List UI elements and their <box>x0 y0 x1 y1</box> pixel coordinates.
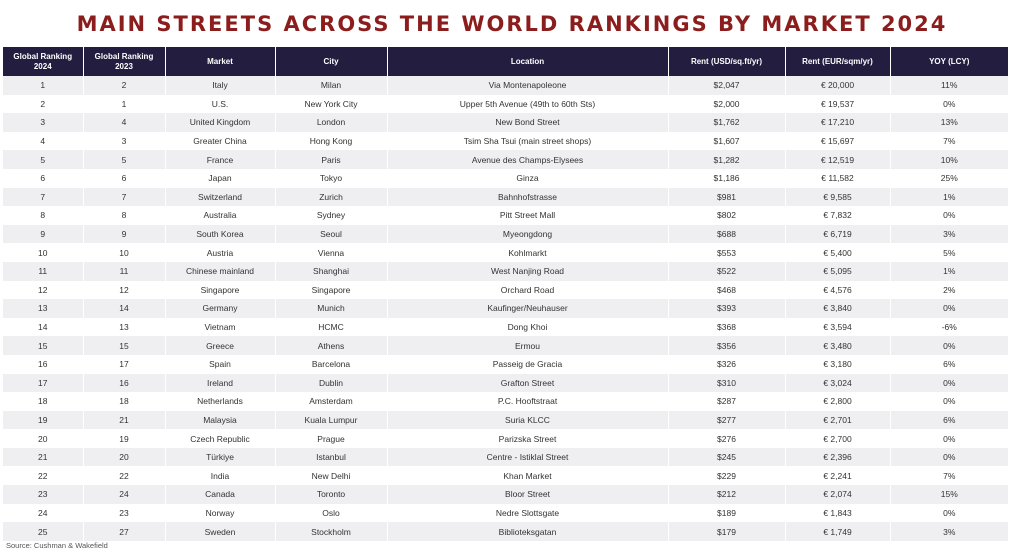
cell-location: Bahnhofstrasse <box>387 188 668 207</box>
cell-city: Kuala Lumpur <box>275 411 387 430</box>
cell-yoy: 15% <box>890 485 1008 504</box>
cell-rent-usd: $356 <box>668 336 785 355</box>
header-city: City <box>275 47 387 76</box>
cell-rent-eur: € 4,576 <box>785 281 890 300</box>
cell-rent-usd: $2,047 <box>668 76 785 95</box>
cell-location: Myeongdong <box>387 225 668 244</box>
cell-location: Dong Khoi <box>387 318 668 337</box>
cell-rank-2023: 3 <box>83 132 165 151</box>
cell-rank-2024: 16 <box>3 355 83 374</box>
table-row <box>3 113 1008 132</box>
cell-yoy: 1% <box>890 188 1008 207</box>
cell-rank-2023: 19 <box>83 429 165 448</box>
cell-rent-usd: $326 <box>668 355 785 374</box>
cell-location: West Nanjing Road <box>387 262 668 281</box>
table-row <box>3 318 1008 337</box>
cell-market: Czech Republic <box>165 429 275 448</box>
cell-city: Amsterdam <box>275 392 387 411</box>
cell-rent-usd: $212 <box>668 485 785 504</box>
table-row <box>3 132 1008 151</box>
cell-rank-2023: 8 <box>83 206 165 225</box>
table-row <box>3 169 1008 188</box>
header-rent-eur: Rent (EUR/sqm/yr) <box>785 47 890 76</box>
cell-city: Oslo <box>275 504 387 523</box>
cell-city: Prague <box>275 429 387 448</box>
cell-rank-2024: 9 <box>3 225 83 244</box>
cell-rent-eur: € 12,519 <box>785 150 890 169</box>
cell-location: New Bond Street <box>387 113 668 132</box>
cell-rank-2023: 23 <box>83 504 165 523</box>
cell-rank-2023: 6 <box>83 169 165 188</box>
cell-city: New York City <box>275 95 387 114</box>
cell-rank-2024: 10 <box>3 243 83 262</box>
cell-rent-usd: $1,186 <box>668 169 785 188</box>
cell-rent-eur: € 1,843 <box>785 504 890 523</box>
cell-rent-eur: € 9,585 <box>785 188 890 207</box>
cell-rent-eur: € 3,480 <box>785 336 890 355</box>
cell-rank-2024: 8 <box>3 206 83 225</box>
cell-market: Germany <box>165 299 275 318</box>
cell-yoy: 2% <box>890 281 1008 300</box>
cell-market: Netherlands <box>165 392 275 411</box>
cell-rank-2024: 3 <box>3 113 83 132</box>
cell-location: Parizska Street <box>387 429 668 448</box>
header-rank-2023: Global Ranking 2023 <box>83 47 165 76</box>
cell-location: Orchard Road <box>387 281 668 300</box>
cell-city: Milan <box>275 76 387 95</box>
table-row <box>3 392 1008 411</box>
cell-rank-2023: 10 <box>83 243 165 262</box>
cell-rent-usd: $229 <box>668 466 785 485</box>
cell-rent-eur: € 17,210 <box>785 113 890 132</box>
header-yoy: YOY (LCY) <box>890 47 1008 76</box>
cell-rank-2023: 13 <box>83 318 165 337</box>
cell-location: Kohlmarkt <box>387 243 668 262</box>
cell-rent-eur: € 2,701 <box>785 411 890 430</box>
cell-yoy: 25% <box>890 169 1008 188</box>
table-row <box>3 76 1008 95</box>
table-row <box>3 225 1008 244</box>
cell-rent-eur: € 3,840 <box>785 299 890 318</box>
cell-rank-2023: 1 <box>83 95 165 114</box>
cell-rent-eur: € 2,241 <box>785 466 890 485</box>
table-row <box>3 355 1008 374</box>
cell-rent-usd: $287 <box>668 392 785 411</box>
cell-city: Shanghai <box>275 262 387 281</box>
cell-market: Sweden <box>165 522 275 541</box>
cell-yoy: 0% <box>890 392 1008 411</box>
cell-rank-2024: 13 <box>3 299 83 318</box>
cell-rank-2023: 9 <box>83 225 165 244</box>
cell-rank-2024: 4 <box>3 132 83 151</box>
cell-rent-eur: € 1,749 <box>785 522 890 541</box>
cell-yoy: 0% <box>890 299 1008 318</box>
cell-rent-eur: € 15,697 <box>785 132 890 151</box>
cell-rent-eur: € 2,074 <box>785 485 890 504</box>
cell-location: Ermou <box>387 336 668 355</box>
table-body <box>3 76 1008 541</box>
cell-market: Italy <box>165 76 275 95</box>
cell-rank-2024: 24 <box>3 504 83 523</box>
header-market: Market <box>165 47 275 76</box>
cell-rent-eur: € 20,000 <box>785 76 890 95</box>
cell-market: Austria <box>165 243 275 262</box>
cell-market: Vietnam <box>165 318 275 337</box>
cell-rent-usd: $189 <box>668 504 785 523</box>
cell-rank-2023: 17 <box>83 355 165 374</box>
cell-market: United Kingdom <box>165 113 275 132</box>
cell-market: U.S. <box>165 95 275 114</box>
table-row <box>3 504 1008 523</box>
cell-rent-usd: $277 <box>668 411 785 430</box>
table-row <box>3 466 1008 485</box>
cell-rent-eur: € 2,396 <box>785 448 890 467</box>
cell-rank-2024: 12 <box>3 281 83 300</box>
cell-rent-usd: $1,607 <box>668 132 785 151</box>
cell-rent-eur: € 19,537 <box>785 95 890 114</box>
cell-city: Singapore <box>275 281 387 300</box>
cell-market: Canada <box>165 485 275 504</box>
cell-market: Malaysia <box>165 411 275 430</box>
cell-rank-2024: 6 <box>3 169 83 188</box>
table-row <box>3 206 1008 225</box>
table-row <box>3 281 1008 300</box>
cell-location: P.C. Hooftstraat <box>387 392 668 411</box>
table-row <box>3 243 1008 262</box>
cell-rank-2024: 19 <box>3 411 83 430</box>
cell-city: Seoul <box>275 225 387 244</box>
cell-market: Ireland <box>165 374 275 393</box>
cell-city: Vienna <box>275 243 387 262</box>
cell-rent-usd: $310 <box>668 374 785 393</box>
cell-city: Toronto <box>275 485 387 504</box>
cell-rank-2023: 15 <box>83 336 165 355</box>
cell-rank-2024: 14 <box>3 318 83 337</box>
cell-rank-2023: 20 <box>83 448 165 467</box>
cell-location: Pitt Street Mall <box>387 206 668 225</box>
cell-rank-2024: 20 <box>3 429 83 448</box>
cell-rent-eur: € 3,180 <box>785 355 890 374</box>
cell-market: South Korea <box>165 225 275 244</box>
cell-rank-2023: 16 <box>83 374 165 393</box>
cell-yoy: 0% <box>890 448 1008 467</box>
cell-rent-usd: $276 <box>668 429 785 448</box>
cell-yoy: 7% <box>890 132 1008 151</box>
cell-city: Hong Kong <box>275 132 387 151</box>
cell-yoy: 1% <box>890 262 1008 281</box>
cell-rent-usd: $802 <box>668 206 785 225</box>
cell-rent-usd: $553 <box>668 243 785 262</box>
table-header-row <box>3 47 1008 76</box>
cell-rank-2024: 17 <box>3 374 83 393</box>
cell-rank-2023: 7 <box>83 188 165 207</box>
cell-rent-eur: € 3,024 <box>785 374 890 393</box>
cell-rank-2024: 21 <box>3 448 83 467</box>
cell-market: Türkiye <box>165 448 275 467</box>
table-row <box>3 411 1008 430</box>
cell-rent-usd: $1,762 <box>668 113 785 132</box>
rankings-table <box>3 47 1008 541</box>
cell-rent-eur: € 5,400 <box>785 243 890 262</box>
cell-yoy: 0% <box>890 429 1008 448</box>
cell-rank-2024: 7 <box>3 188 83 207</box>
cell-rent-eur: € 11,582 <box>785 169 890 188</box>
header-location: Location <box>387 47 668 76</box>
cell-location: Avenue des Champs-Elysees <box>387 150 668 169</box>
cell-rent-eur: € 3,594 <box>785 318 890 337</box>
cell-rank-2024: 15 <box>3 336 83 355</box>
cell-location: Centre - Istiklal Street <box>387 448 668 467</box>
cell-market: Chinese mainland <box>165 262 275 281</box>
table-row <box>3 95 1008 114</box>
cell-city: Dublin <box>275 374 387 393</box>
cell-rank-2023: 24 <box>83 485 165 504</box>
cell-market: Singapore <box>165 281 275 300</box>
cell-city: Athens <box>275 336 387 355</box>
cell-city: Paris <box>275 150 387 169</box>
cell-rank-2023: 4 <box>83 113 165 132</box>
cell-city: Sydney <box>275 206 387 225</box>
cell-location: Grafton Street <box>387 374 668 393</box>
cell-rank-2023: 21 <box>83 411 165 430</box>
cell-rent-usd: $688 <box>668 225 785 244</box>
cell-yoy: 0% <box>890 336 1008 355</box>
cell-yoy: 5% <box>890 243 1008 262</box>
cell-yoy: 10% <box>890 150 1008 169</box>
cell-location: Tsim Sha Tsui (main street shops) <box>387 132 668 151</box>
cell-market: Switzerland <box>165 188 275 207</box>
cell-location: Khan Market <box>387 466 668 485</box>
cell-rent-usd: $245 <box>668 448 785 467</box>
cell-rank-2024: 23 <box>3 485 83 504</box>
cell-rent-usd: $2,000 <box>668 95 785 114</box>
cell-rank-2024: 18 <box>3 392 83 411</box>
cell-rank-2024: 25 <box>3 522 83 541</box>
cell-city: Zurich <box>275 188 387 207</box>
cell-market: Australia <box>165 206 275 225</box>
cell-location: Biblioteksgatan <box>387 522 668 541</box>
page-title: MAIN STREETS ACROSS THE WORLD RANKINGS BY MARKET 2024 <box>76 12 948 36</box>
cell-city: Munich <box>275 299 387 318</box>
cell-rank-2023: 12 <box>83 281 165 300</box>
cell-location: Bloor Street <box>387 485 668 504</box>
cell-city: New Delhi <box>275 466 387 485</box>
cell-rent-usd: $393 <box>668 299 785 318</box>
cell-city: Barcelona <box>275 355 387 374</box>
cell-rent-usd: $981 <box>668 188 785 207</box>
cell-market: Japan <box>165 169 275 188</box>
cell-yoy: 3% <box>890 522 1008 541</box>
table-row <box>3 299 1008 318</box>
cell-rank-2024: 5 <box>3 150 83 169</box>
source-note: Source: Cushman & Wakefield <box>6 541 108 550</box>
cell-rank-2023: 11 <box>83 262 165 281</box>
cell-yoy: -6% <box>890 318 1008 337</box>
cell-location: Ginza <box>387 169 668 188</box>
cell-yoy: 6% <box>890 355 1008 374</box>
cell-location: Passeig de Gracia <box>387 355 668 374</box>
cell-city: Istanbul <box>275 448 387 467</box>
cell-location: Upper 5th Avenue (49th to 60th Sts) <box>387 95 668 114</box>
cell-yoy: 13% <box>890 113 1008 132</box>
cell-rent-eur: € 6,719 <box>785 225 890 244</box>
cell-rank-2024: 22 <box>3 466 83 485</box>
cell-rent-eur: € 2,700 <box>785 429 890 448</box>
cell-rank-2024: 1 <box>3 76 83 95</box>
cell-rent-usd: $179 <box>668 522 785 541</box>
cell-rent-eur: € 7,832 <box>785 206 890 225</box>
cell-rent-usd: $522 <box>668 262 785 281</box>
table-row <box>3 429 1008 448</box>
cell-city: Tokyo <box>275 169 387 188</box>
cell-yoy: 3% <box>890 225 1008 244</box>
table-row <box>3 448 1008 467</box>
cell-market: Norway <box>165 504 275 523</box>
table-row <box>3 374 1008 393</box>
cell-rank-2024: 2 <box>3 95 83 114</box>
cell-rank-2024: 11 <box>3 262 83 281</box>
table-row <box>3 336 1008 355</box>
table-row <box>3 150 1008 169</box>
cell-city: London <box>275 113 387 132</box>
cell-rent-usd: $468 <box>668 281 785 300</box>
cell-market: India <box>165 466 275 485</box>
cell-yoy: 11% <box>890 76 1008 95</box>
cell-city: Stockholm <box>275 522 387 541</box>
cell-rent-eur: € 5,095 <box>785 262 890 281</box>
cell-rank-2023: 22 <box>83 466 165 485</box>
cell-location: Via Montenapoleone <box>387 76 668 95</box>
header-rank-2024: Global Ranking 2024 <box>3 47 83 76</box>
cell-yoy: 6% <box>890 411 1008 430</box>
cell-rent-usd: $1,282 <box>668 150 785 169</box>
cell-market: Greater China <box>165 132 275 151</box>
cell-yoy: 0% <box>890 206 1008 225</box>
cell-yoy: 0% <box>890 374 1008 393</box>
cell-city: HCMC <box>275 318 387 337</box>
table-row <box>3 262 1008 281</box>
cell-location: Nedre Slottsgate <box>387 504 668 523</box>
cell-yoy: 7% <box>890 466 1008 485</box>
cell-location: Suria KLCC <box>387 411 668 430</box>
table-row <box>3 188 1008 207</box>
table-row <box>3 522 1008 541</box>
cell-rank-2023: 27 <box>83 522 165 541</box>
cell-rent-usd: $368 <box>668 318 785 337</box>
cell-yoy: 0% <box>890 95 1008 114</box>
header-rent-usd: Rent (USD/sq.ft/yr) <box>668 47 785 76</box>
cell-location: Kaufinger/Neuhauser <box>387 299 668 318</box>
table-row <box>3 485 1008 504</box>
cell-rank-2023: 5 <box>83 150 165 169</box>
cell-rent-eur: € 2,800 <box>785 392 890 411</box>
cell-rank-2023: 2 <box>83 76 165 95</box>
cell-rank-2023: 14 <box>83 299 165 318</box>
cell-market: Spain <box>165 355 275 374</box>
cell-market: Greece <box>165 336 275 355</box>
cell-market: France <box>165 150 275 169</box>
cell-yoy: 0% <box>890 504 1008 523</box>
cell-rank-2023: 18 <box>83 392 165 411</box>
